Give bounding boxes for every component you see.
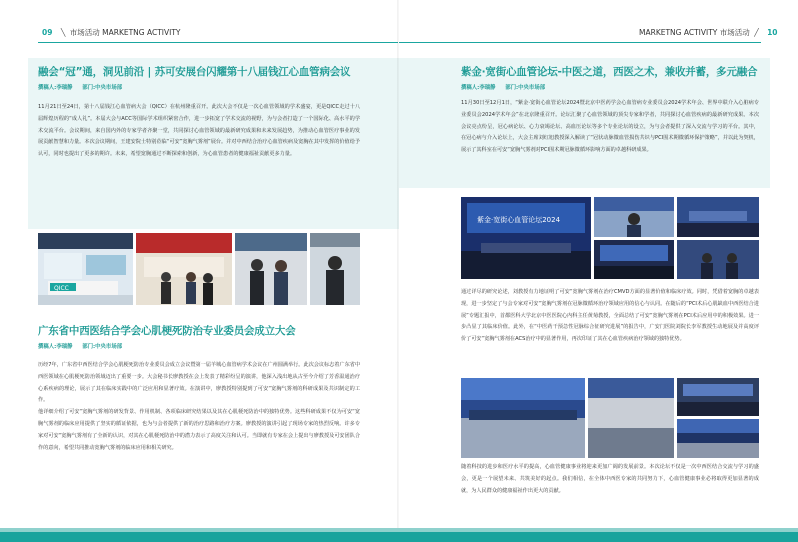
right-page-header bbox=[639, 27, 782, 38]
right-section-en: MARKETNG ACTIVITY bbox=[639, 28, 718, 37]
forum-photo-2 bbox=[594, 197, 674, 237]
chevron-icon: ╱ bbox=[754, 28, 759, 37]
booth-photo-1 bbox=[38, 233, 133, 305]
forum-photo-1 bbox=[461, 197, 591, 279]
left-page-header bbox=[38, 27, 181, 38]
forum-banner-text: 紫金·宽街心血管论坛2024 bbox=[477, 216, 561, 224]
booth-sign-text: QICC bbox=[54, 285, 69, 292]
right-page-number: 10 bbox=[767, 28, 778, 37]
article2-title: 广东省中西医结合学会心肌梗死防治专业委员会成立大会 bbox=[38, 325, 296, 337]
article-paragraph-2: 通过详尽的研究论述，刘教授有力地证明了可安“宽胸气雾剂在治疗CMVD方面的显著价值和临床疗效。同时，凭借着宽胸的卓越表现，进一步坚定了与会专家对可安“宽胸气雾剂在冠脉微循环治疗领域应用的信心与认同。在随后的“PCI术后心肌缺血中西医结合进展”专题汇报中，首都医科大学北京中医医院心内科主任黄菊教授，全面总结了可安“宽胸气雾剂在PCI术后应用中的积极效果。进一步凸显了其临床价值。此外，在“中医药干预急性冠脉综合征研究进展”的报告中，广安门医院刘院长李军教授生动地展及并高度评价了可安“宽胸气雾剂在ACS治疗中的显著作用，再次印证了其在心血管疾病治疗领域的独特优势。 bbox=[461, 289, 759, 343]
article2-body bbox=[38, 360, 360, 454]
article-body-3 bbox=[461, 462, 759, 497]
forum-photo-5 bbox=[677, 240, 759, 279]
right-header-rule bbox=[399, 42, 761, 43]
left-header-rule bbox=[38, 42, 398, 43]
booth-photo-2 bbox=[136, 233, 232, 305]
chevron-icon: ╲ bbox=[60, 28, 66, 37]
article1-byline bbox=[38, 83, 130, 91]
article2-author: 撰稿人:李瑞静 bbox=[38, 344, 73, 350]
article2-paragraph-1: 历经7年，广东省中西医结合学会心肌梗死防治专业委员会成立会议暨第一届羊城心血管病学术会议在广州圆满举行。此次会议标志着广东省中西医领域在心肌梗死防治领域迈出了重要一步。大会秘书长廖教授在会上发表了精彩纷呈的演讲，他深入浅出地从古至今介绍了芳香温通治疗心系疾病的理论，展示了其在临床实践中的广泛应用和显著疗效。在演讲中，廖教授特别提到了可安“宽胸气雾剂的科研成果及共识制定的工作。 bbox=[38, 362, 360, 404]
article-paragraph-3: 随着科技的进步和医疗水平的提高，心血管健康事业将迎来更加广阔的发展前景。本次论坛不仅是一次中西医结合交流与学习的盛会，更是一个展望未来、共筑美好的起点。我们相信，在全体中西医专家的共同努力下，心血管健康事业必将取得更加显著的成就，为人民群众的健康福祉作出更大的贡献。 bbox=[461, 464, 759, 494]
article2-byline bbox=[38, 342, 130, 350]
forum-photo-6 bbox=[461, 378, 585, 458]
forum-photo-3 bbox=[677, 197, 759, 237]
article-paragraph-1: 11月30日至12月1日，“紫金·宽街心血管论坛2024暨北京中医药学会心血管病专业委员会2024学术年会、世界中联介入心脏病专业委员会2024学术年会”在北京隆重召开。论坛汇聚了心血管领域的顶尖专家和学者，共同探讨心血管疾病的最新研究成果。本次会议亮点纷呈，冠心病论坛、心力衰竭论坛、高血压论坛等多个专业论坛的设立，为与会者提供了深入交流与学习的平台。其中，在冠心病与介入论坛上，大会主席刘红旭教授深入解读了“冠状动脉微血管损伤共识与PCI围术期微循环保护策略”，并以此为契机，展示了其科室在可安“宽胸气雾剂对PCI围术期冠脉微循环影响方面的卓越科研成果。 bbox=[461, 100, 759, 154]
article1-paragraph: 11月21日至24日，第十八届钱江心血管病大会（QICC）在杭州隆重召开。此次大会不仅是一次心血管领域的学术盛宴，更是QICC走过十八届辉煌历程的“成人礼”。本届大会与ACC等国际学术组织紧密合作，进一步拓宽了学术交流的视野，为与会者打造了一个国际化、高水平的学术交流平台。会议期间，来自国内外的专家学者齐聚一堂，共同探讨心血管领域的最新研究成果和未来发展趋势，为推动心血管医疗事业的发展贡献智慧和力量。本次会议期间，王建安院士特别莅临“可安”宽胸气雾剂”展台。并对中西结合治疗心血管疾病及宽胸在其中发挥的价值给予认可，同时也提出了更多的期许。未来，希望宽胸通过不断探索和创新，为心血管患者的健康福祉贡献更多力量。 bbox=[38, 104, 360, 158]
article-body-2 bbox=[461, 287, 759, 346]
article2-dept: 部门:中央市场部 bbox=[82, 344, 123, 350]
article1-author: 撰稿人:李瑞静 bbox=[38, 85, 73, 91]
left-section-en: MARKETNG ACTIVITY bbox=[102, 28, 181, 37]
booth-photo-3 bbox=[235, 233, 307, 305]
article1-title: 融会“冠”通，洞见前沿 | 苏可安展台闪耀第十八届钱江心血管病会议 bbox=[38, 66, 351, 78]
right-section-cn: 市场活动 bbox=[719, 28, 750, 37]
left-section-cn: 市场活动 bbox=[69, 28, 100, 37]
article1-body bbox=[38, 102, 360, 161]
footer-stripe bbox=[0, 532, 798, 542]
forum-photo-7 bbox=[588, 378, 674, 458]
right-page bbox=[399, 0, 798, 542]
article-dept: 部门:中央市场部 bbox=[505, 85, 546, 91]
left-page-number: 09 bbox=[42, 28, 53, 37]
forum-photo-8 bbox=[677, 378, 759, 416]
article2-paragraph-2: 他详细介绍了可安“宽胸气雾剂的研发背景、作用机制、各项临床研究结果以及其在心肌梗死防治中的独特优势。这些科研成果不仅为可安“宽胸气雾剂的临床应用提供了坚实的循证依据，也为与会者提供了新的治疗思路和治疗方案。廖教授的演讲引起了现场专家的热烈反响。许多专家对可安“宽胸气雾剂有了全新的认识，对其在心肌梗死防治中的潜力表示了高度关注和认可。当即就有专家在会上提出与廖教授及可安团队合作的意向，希望共同推动宽胸气雾剂的临床应用和相关研究。 bbox=[38, 409, 360, 451]
article-body-1 bbox=[461, 98, 759, 157]
article-author: 撰稿人:李瑞静 bbox=[461, 85, 496, 91]
forum-photo-9 bbox=[677, 419, 759, 458]
forum-photo-4 bbox=[594, 240, 674, 279]
booth-photo-4 bbox=[310, 233, 360, 305]
article-byline bbox=[461, 83, 553, 91]
article1-dept: 部门:中央市场部 bbox=[82, 85, 123, 91]
article-title: 紫金·宽街心血管论坛-中医之道，西医之术，兼收并蓄，多元融合 bbox=[461, 66, 758, 78]
